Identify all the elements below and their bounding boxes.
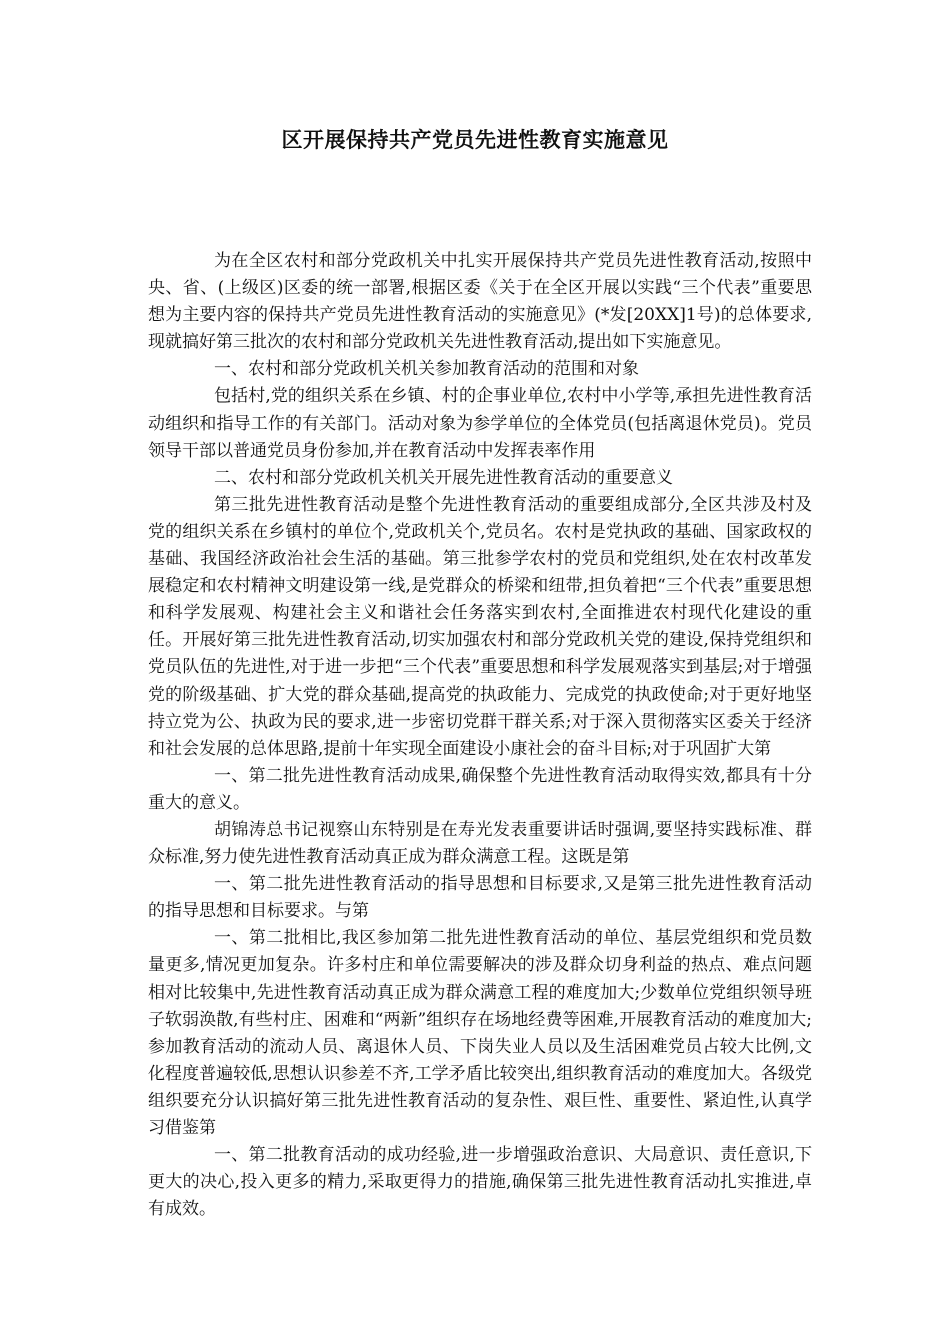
- paragraph-standards: 胡锦涛总书记视察山东特别是在寿光发表重要讲话时强调,要坚持实践标准、群众标准,努力使先进性教育活动真正成为群众满意工程。这既是第: [148, 819, 812, 868]
- paragraph-guiding: 一、第二批先进性教育活动的指导思想和目标要求,又是第三批先进性教育活动的指导思想和目标要求。与第: [148, 874, 812, 922]
- paragraph-significance: 第三批先进性教育活动是整个先进性教育活动的重要组成部分,全区共涉及村及党的组织关系在乡镇村的单位个,党政机关个,党员名。农村是党执政的基础、国家政权的基础、我国经济政治社会生活的基础。第三批参学农村的党员和党组织,处在农村改革发展稳定和农村精神文明建设第一线,是党群众的桥梁和纽带,担负着把“三个代表”重要思想和科学发展观、构建社会主义和谐社会任务落实到农村,全面推进农村现代化建设的重任。开展好第三批先进性教育活动,切实加强农村和部分党政机关党的建设,保持党组织和党员队伍的先进性,对于进一步把“三个代表”重要思想和科学发展观落实到基层;对于增强党的阶级基础、扩大党的群众基础,提高党的执政能力、完成党的执政使命;对于更好地坚持立党为公、执政为民的要求,进一步密切党群干群关系;对于深入贯彻落实区委关于经济和社会发展的总体思路,提前十年实现全面建设小康社会的奋斗目标;对于巩固扩大第: [148, 494, 812, 759]
- paragraph-comparison: 一、第二批相比,我区参加第二批先进性教育活动的单位、基层党组织和党员数量更多,情况更加复杂。许多村庄和单位需要解决的涉及群众切身利益的热点、难点问题相对比较集中,先进性教育活动真正成为群众满意工程的难度加大;少数单位党组织领导班子软弱涣散,有些村庄、困难和“两新”组织存在场地经费等困难,开展教育活动的难度加大;参加教育活动的流动人员、离退休人员、下岗失业人员以及生活困难党员占较大比例,文化程度普遍较低,思想认识参差不齐,工学矛盾比较突出,组织教育活动的难度加大。各级党组织要充分认识搞好第三批先进性教育活动的复杂性、艰巨性、重要性、紧迫性,认真学习借鉴第: [148, 928, 812, 1138]
- document-body: [148, 248, 812, 1223]
- document-title: 区开展保持共产党员先进性教育实施意见: [281, 127, 669, 152]
- paragraph-scope: 包括村,党的组织关系在乡镇、村的企事业单位,农村中小学等,承担先进性教育活动组织和指导工作的有关部门。活动对象为参学单位的全体党员(包括离退休党员)。党员领导干部以普通党员身份参加,并在教育活动中发挥表率作用: [148, 386, 812, 461]
- paragraph-results: 一、第二批先进性教育活动成果,确保整个先进性教育活动取得实效,都具有十分重大的意义。: [148, 765, 812, 813]
- paragraph-experience: 一、第二批教育活动的成功经验,进一步增强政治意识、大局意识、责任意识,下更大的决心,投入更多的精力,采取更得力的措施,确保第三批先进性教育活动扎实推进,卓有成效。: [148, 1145, 812, 1220]
- heading-significance: 二、农村和部分党政机关机关开展先进性教育活动的重要意义: [214, 467, 673, 488]
- heading-scope: 一、农村和部分党政机关机关参加教育活动的范围和对象: [214, 359, 639, 380]
- paragraph-intro: 为在全区农村和部分党政机关中扎实开展保持共产党员先进性教育活动,按照中央、省、(上级区)区委的统一部署,根据区委《关于在全区开展以实践“三个代表”重要思想为主要内容的保持共产党员先进性教育活动的实施意见》(*发[20XX]1号)的总体要求,现就搞好第三批次的农村和部分党政机关先进性教育活动,提出如下实施意见。: [148, 251, 812, 353]
